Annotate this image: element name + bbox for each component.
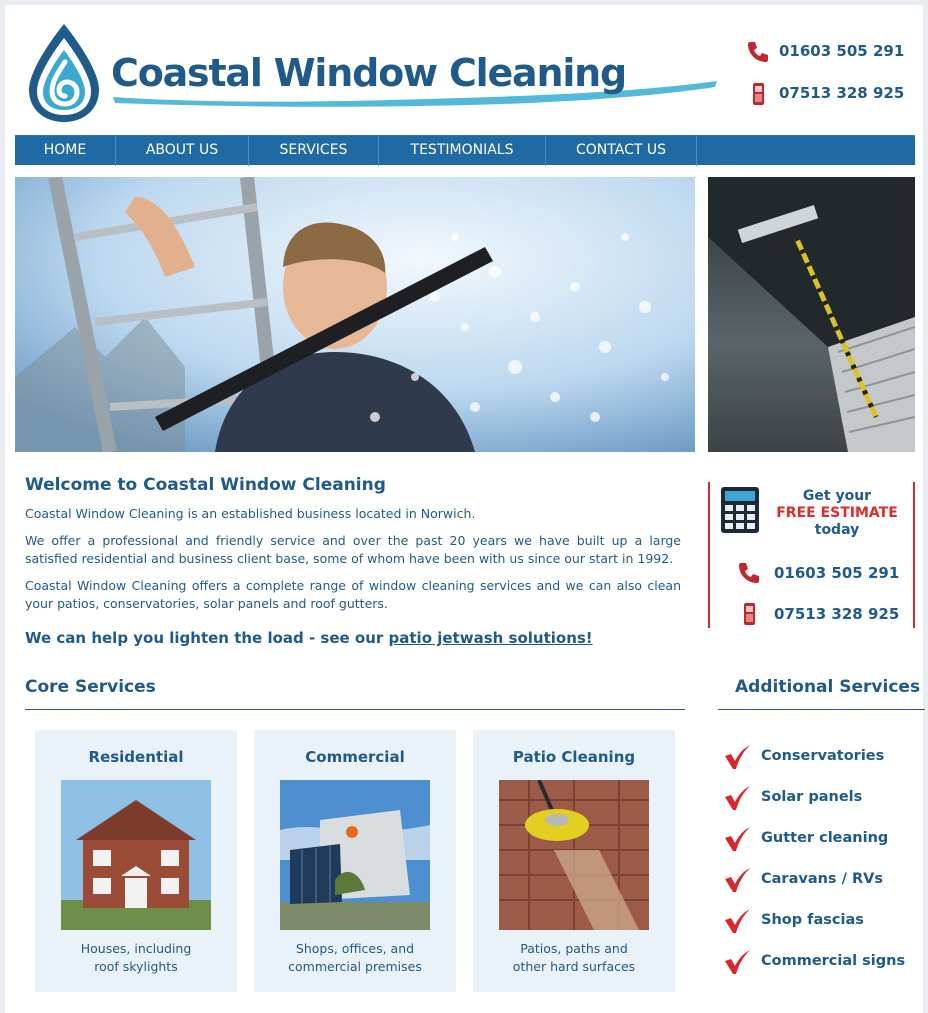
additional-service-label[interactable]: Conservatories: [761, 748, 885, 764]
service-card-patio-cleaning[interactable]: [473, 730, 675, 992]
service-card-title[interactable]: Patio Cleaning: [512, 748, 636, 766]
service-card-description: [473, 940, 675, 976]
checkmark-icon: [723, 743, 751, 771]
additional-service-label[interactable]: Gutter cleaning: [761, 830, 889, 846]
estimate-phone-landline-number[interactable]: 01603 505 291: [774, 564, 900, 582]
nav-contact-us[interactable]: CONTACT US: [546, 136, 697, 166]
gutter-cleaning-photo: [708, 177, 915, 452]
estimate-line-3: today: [814, 522, 860, 538]
estimate-line-1: Get your: [802, 488, 872, 504]
estimate-phone-mobile-number[interactable]: 07513 328 925: [774, 605, 900, 623]
free-estimate-text: [762, 488, 912, 539]
free-estimate-box[interactable]: [708, 482, 915, 628]
core-services-heading: Core Services: [25, 677, 156, 697]
telephone-icon: [745, 39, 771, 65]
additional-service-label[interactable]: Caravans / RVs: [761, 871, 883, 887]
lighten-load-text: We can help you lighten the load - see our: [25, 629, 389, 647]
service-card-title[interactable]: Residential: [88, 748, 184, 766]
service-card-commercial[interactable]: [254, 730, 456, 992]
service-card-description: [254, 940, 456, 976]
additional-service-item[interactable]: [723, 948, 923, 976]
service-card-title[interactable]: Commercial: [305, 748, 405, 766]
additional-service-item[interactable]: [723, 743, 923, 771]
header-phone-landline-number[interactable]: 01603 505 291: [779, 42, 905, 60]
desc-line-1: Patios, paths and: [520, 941, 628, 956]
desc-line-1: Shops, offices, and: [295, 941, 415, 956]
welcome-heading: Welcome to Coastal Window Cleaning: [25, 475, 386, 495]
patio-jetwash-link[interactable]: patio jetwash solutions!: [388, 629, 593, 647]
lighten-load-callout: [25, 629, 593, 647]
checkmark-icon: [723, 825, 751, 853]
telephone-icon: [736, 560, 762, 586]
patio-cleaning-photo[interactable]: [499, 780, 649, 930]
nav-home[interactable]: HOME: [15, 136, 116, 166]
residential-house-photo[interactable]: [61, 780, 211, 930]
nav-testimonials[interactable]: TESTIMONIALS: [379, 136, 546, 166]
service-card-residential[interactable]: [35, 730, 237, 992]
main-nav: [15, 135, 915, 165]
desc-line-1: Houses, including: [80, 941, 192, 956]
nav-about-us[interactable]: ABOUT US: [116, 136, 249, 166]
additional-service-item[interactable]: [723, 907, 923, 935]
additional-service-item[interactable]: [723, 825, 923, 853]
additional-service-label[interactable]: Shop fascias: [761, 912, 864, 928]
additional-service-label[interactable]: Solar panels: [761, 789, 863, 805]
desc-line-2: roof skylights: [94, 959, 178, 974]
additional-service-item[interactable]: [723, 866, 923, 894]
additional-services-heading: Additional Services: [735, 677, 921, 697]
checkmark-icon: [723, 948, 751, 976]
additional-service-label[interactable]: Commercial signs: [761, 953, 906, 969]
welcome-paragraph-1: Coastal Window Cleaning is an established business located in Norwich.: [25, 506, 476, 521]
nav-services[interactable]: SERVICES: [249, 136, 379, 166]
checkmark-icon: [723, 866, 751, 894]
header-phone-mobile-number[interactable]: 07513 328 925: [779, 84, 905, 102]
core-services-divider: [25, 709, 685, 710]
estimate-phone-landline[interactable]: [730, 560, 910, 586]
estimate-phone-mobile[interactable]: [730, 601, 910, 627]
header-phone-mobile[interactable]: [745, 81, 915, 107]
page: [5, 5, 923, 1013]
additional-service-item[interactable]: [723, 784, 923, 812]
water-drop-logo-icon[interactable]: [23, 22, 105, 124]
estimate-line-2: FREE ESTIMATE: [776, 505, 898, 521]
checkmark-icon: [723, 784, 751, 812]
mobile-phone-icon: [745, 81, 771, 107]
header-phone-landline[interactable]: [745, 39, 915, 65]
welcome-paragraph-3: Coastal Window Cleaning offers a complete range of window cleaning services and we can also clean your patios, conservatories, solar panels and roof gutters.: [25, 578, 681, 611]
site-title[interactable]: Coastal Window Cleaning: [111, 51, 627, 95]
service-card-description: [35, 940, 237, 976]
desc-line-2: commercial premises: [288, 959, 422, 974]
desc-line-2: other hard surfaces: [512, 959, 636, 974]
checkmark-icon: [723, 907, 751, 935]
calculator-icon: [720, 486, 760, 534]
commercial-building-photo[interactable]: [280, 780, 430, 930]
mobile-phone-icon: [736, 601, 762, 627]
hero-window-cleaner-photo: [15, 177, 695, 452]
additional-services-divider: [718, 709, 925, 710]
welcome-paragraph-2: We offer a professional and friendly service and over the past 20 years we have built up a large satisfied residential and business client base, some of whom have been with us since our start in 1992.: [25, 533, 681, 566]
